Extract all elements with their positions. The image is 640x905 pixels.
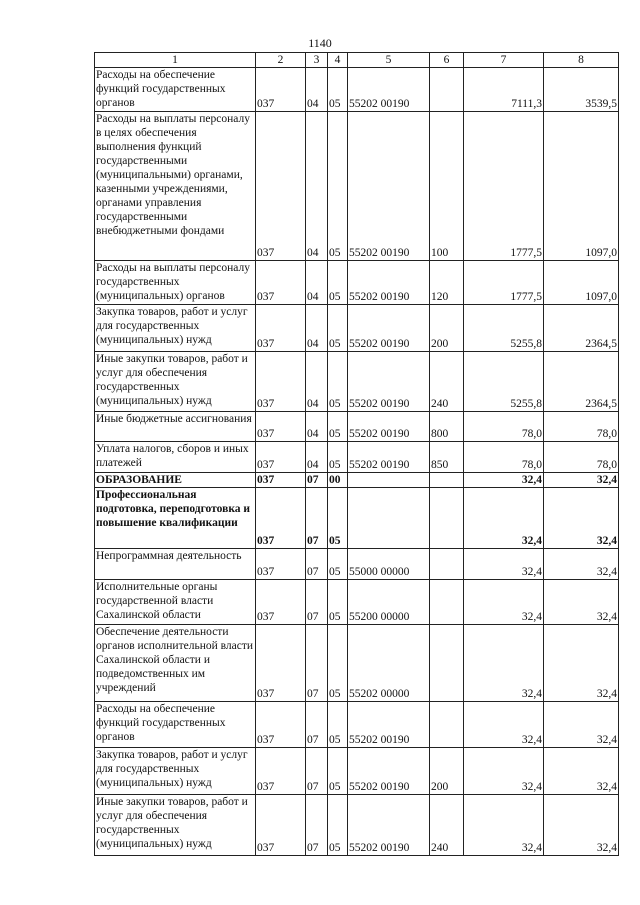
target-article-cell: 55202 00000 <box>348 625 430 702</box>
target-article-cell: 55202 00190 <box>348 68 430 112</box>
amount-col8-cell: 2364,5 <box>544 305 619 352</box>
amount-col7-cell: 5255,8 <box>464 305 544 352</box>
expense-type-cell <box>430 625 464 702</box>
section-cell: 07 <box>306 488 328 549</box>
ministry-code-cell: 037 <box>256 305 306 352</box>
expense-type-cell <box>430 580 464 625</box>
target-article-cell: 55202 00190 <box>348 352 430 412</box>
target-article-cell: 55202 00190 <box>348 442 430 473</box>
row-name-cell: Исполнительные органы государственной власти Сахалинской области <box>95 580 256 625</box>
row-name-cell: Расходы на выплаты персоналу в целях обеспечения выполнения функций государственными (муниципальными) органами, казенными учреждениями, органами управления государственными внебюджетными фондами <box>95 112 256 261</box>
column-header: 8 <box>544 53 619 68</box>
ministry-code-cell: 037 <box>256 473 306 488</box>
ministry-code-cell: 037 <box>256 580 306 625</box>
amount-col8-cell: 32,4 <box>544 748 619 795</box>
amount-col7-cell: 32,4 <box>464 795 544 856</box>
expense-type-cell: 240 <box>430 352 464 412</box>
table-row <box>95 748 619 795</box>
ministry-code-cell: 037 <box>256 625 306 702</box>
subsection-cell: 05 <box>328 488 348 549</box>
amount-col8-cell: 32,4 <box>544 795 619 856</box>
row-name-cell: Расходы на обеспечение функций государственных органов <box>95 702 256 748</box>
ministry-code-cell: 037 <box>256 795 306 856</box>
column-header: 6 <box>430 53 464 68</box>
table-row <box>95 305 619 352</box>
table-row <box>95 488 619 549</box>
row-name-cell: Профессиональная подготовка, переподготовка и повышение квалификации <box>95 488 256 549</box>
row-name-cell: Закупка товаров, работ и услуг для государственных (муниципальных) нужд <box>95 748 256 795</box>
column-header: 5 <box>348 53 430 68</box>
section-cell: 04 <box>306 261 328 305</box>
ministry-code-cell: 037 <box>256 412 306 442</box>
subsection-cell: 05 <box>328 795 348 856</box>
section-cell: 04 <box>306 442 328 473</box>
section-cell: 07 <box>306 625 328 702</box>
subsection-cell: 05 <box>328 442 348 473</box>
page-number: 1140 <box>308 36 332 50</box>
target-article-cell <box>348 488 430 549</box>
section-cell: 04 <box>306 352 328 412</box>
section-cell: 07 <box>306 580 328 625</box>
target-article-cell: 55202 00190 <box>348 412 430 442</box>
column-header: 7 <box>464 53 544 68</box>
ministry-code-cell: 037 <box>256 68 306 112</box>
target-article-cell: 55202 00190 <box>348 795 430 856</box>
subsection-cell: 05 <box>328 68 348 112</box>
subsection-cell: 05 <box>328 261 348 305</box>
ministry-code-cell: 037 <box>256 549 306 580</box>
ministry-code-cell: 037 <box>256 442 306 473</box>
amount-col7-cell: 32,4 <box>464 488 544 549</box>
section-cell: 04 <box>306 412 328 442</box>
expense-type-cell: 240 <box>430 795 464 856</box>
row-name-cell: Расходы на выплаты персоналу государственных (муниципальных) органов <box>95 261 256 305</box>
target-article-cell: 55000 00000 <box>348 549 430 580</box>
target-article-cell: 55202 00190 <box>348 261 430 305</box>
expense-type-cell <box>430 702 464 748</box>
column-number-row <box>95 53 619 68</box>
row-name-cell: Закупка товаров, работ и услуг для государственных (муниципальных) нужд <box>95 305 256 352</box>
amount-col8-cell: 32,4 <box>544 473 619 488</box>
section-cell: 04 <box>306 68 328 112</box>
table-row <box>95 68 619 112</box>
expense-type-cell: 120 <box>430 261 464 305</box>
amount-col7-cell: 32,4 <box>464 473 544 488</box>
target-article-cell: 55202 00190 <box>348 112 430 261</box>
expense-type-cell <box>430 473 464 488</box>
ministry-code-cell: 037 <box>256 261 306 305</box>
table-row <box>95 473 619 488</box>
target-article-cell <box>348 473 430 488</box>
section-cell: 04 <box>306 305 328 352</box>
subsection-cell: 05 <box>328 352 348 412</box>
amount-col7-cell: 78,0 <box>464 412 544 442</box>
section-cell: 07 <box>306 795 328 856</box>
row-name-cell: Иные закупки товаров, работ и услуг для обеспечения государственных (муниципальных) нужд <box>95 795 256 856</box>
amount-col7-cell: 1777,5 <box>464 112 544 261</box>
ministry-code-cell: 037 <box>256 352 306 412</box>
amount-col8-cell: 1097,0 <box>544 112 619 261</box>
row-name-cell: Обеспечение деятельности органов исполнительной власти Сахалинской области и подведомственных им учреждений <box>95 625 256 702</box>
expense-type-cell: 800 <box>430 412 464 442</box>
expense-type-cell <box>430 68 464 112</box>
amount-col7-cell: 78,0 <box>464 442 544 473</box>
amount-col7-cell: 32,4 <box>464 702 544 748</box>
subsection-cell: 05 <box>328 580 348 625</box>
column-header: 1 <box>95 53 256 68</box>
amount-col8-cell: 2364,5 <box>544 352 619 412</box>
amount-col7-cell: 32,4 <box>464 748 544 795</box>
amount-col7-cell: 7111,3 <box>464 68 544 112</box>
amount-col8-cell: 32,4 <box>544 580 619 625</box>
row-name-cell: Уплата налогов, сборов и иных платежей <box>95 442 256 473</box>
subsection-cell: 05 <box>328 305 348 352</box>
target-article-cell: 55202 00190 <box>348 305 430 352</box>
amount-col8-cell: 78,0 <box>544 412 619 442</box>
section-cell: 07 <box>306 473 328 488</box>
table-row <box>95 412 619 442</box>
amount-col7-cell: 1777,5 <box>464 261 544 305</box>
amount-col8-cell: 32,4 <box>544 549 619 580</box>
ministry-code-cell: 037 <box>256 748 306 795</box>
amount-col8-cell: 3539,5 <box>544 68 619 112</box>
section-cell: 07 <box>306 748 328 795</box>
expense-type-cell: 100 <box>430 112 464 261</box>
subsection-cell: 05 <box>328 549 348 580</box>
ministry-code-cell: 037 <box>256 112 306 261</box>
table-row <box>95 625 619 702</box>
table-row <box>95 352 619 412</box>
column-header: 3 <box>306 53 328 68</box>
subsection-cell: 05 <box>328 702 348 748</box>
amount-col7-cell: 32,4 <box>464 549 544 580</box>
section-cell: 04 <box>306 112 328 261</box>
row-name-cell: ОБРАЗОВАНИЕ <box>95 473 256 488</box>
ministry-code-cell: 037 <box>256 702 306 748</box>
target-article-cell: 55202 00190 <box>348 702 430 748</box>
subsection-cell: 05 <box>328 625 348 702</box>
amount-col7-cell: 5255,8 <box>464 352 544 412</box>
ministry-code-cell: 037 <box>256 488 306 549</box>
section-cell: 07 <box>306 702 328 748</box>
budget-table <box>94 52 619 856</box>
target-article-cell: 55200 00000 <box>348 580 430 625</box>
row-name-cell: Непрограммная деятельность <box>95 549 256 580</box>
amount-col8-cell: 32,4 <box>544 625 619 702</box>
row-name-cell: Иные закупки товаров, работ и услуг для обеспечения государственных (муниципальных) нужд <box>95 352 256 412</box>
row-name-cell: Расходы на обеспечение функций государственных органов <box>95 68 256 112</box>
table-row <box>95 580 619 625</box>
table-row <box>95 112 619 261</box>
subsection-cell: 05 <box>328 112 348 261</box>
row-name-cell: Иные бюджетные ассигнования <box>95 412 256 442</box>
amount-col8-cell: 1097,0 <box>544 261 619 305</box>
expense-type-cell <box>430 549 464 580</box>
table-row <box>95 702 619 748</box>
amount-col8-cell: 32,4 <box>544 702 619 748</box>
column-header: 2 <box>256 53 306 68</box>
amount-col7-cell: 32,4 <box>464 580 544 625</box>
table-row <box>95 549 619 580</box>
amount-col8-cell: 32,4 <box>544 488 619 549</box>
column-header: 4 <box>328 53 348 68</box>
target-article-cell: 55202 00190 <box>348 748 430 795</box>
expense-type-cell: 200 <box>430 305 464 352</box>
amount-col8-cell: 78,0 <box>544 442 619 473</box>
subsection-cell: 05 <box>328 748 348 795</box>
subsection-cell: 00 <box>328 473 348 488</box>
expense-type-cell: 850 <box>430 442 464 473</box>
table-row <box>95 442 619 473</box>
expense-type-cell <box>430 488 464 549</box>
table-row <box>95 795 619 856</box>
expense-type-cell: 200 <box>430 748 464 795</box>
subsection-cell: 05 <box>328 412 348 442</box>
table-row <box>95 261 619 305</box>
section-cell: 07 <box>306 549 328 580</box>
amount-col7-cell: 32,4 <box>464 625 544 702</box>
